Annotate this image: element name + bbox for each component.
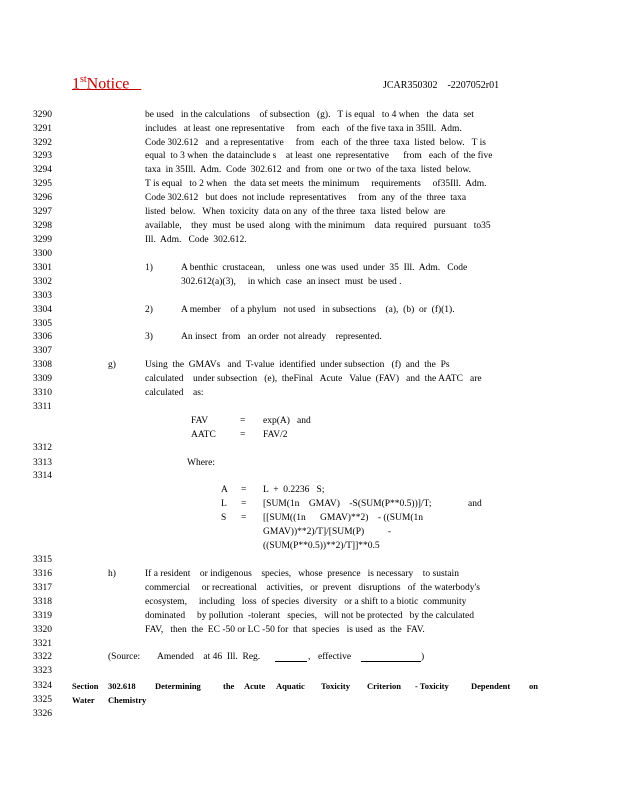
equation-lhs: FAV <box>191 416 209 426</box>
section-title-word: - Toxicity <box>415 681 449 691</box>
line-number: 3312 <box>33 443 52 453</box>
paragraph-label: g) <box>108 360 116 370</box>
text-line: equal to 3 when the datainclude s at least one representative from each of the five <box>145 151 493 161</box>
subitem-number: 3) <box>145 332 153 342</box>
text-line: T is equal to 2 when the data set meets the minimum requirements of35Ill. Adm. <box>145 179 487 189</box>
equation-continuation: ((SUM(P**0.5))**2)/T]]**0.5 <box>263 541 380 551</box>
section-title-word: on <box>529 681 538 691</box>
line-number: 3292 <box>33 138 52 148</box>
equation-rhs: L + 0.2236 S; <box>263 485 325 495</box>
section-title-word: Water <box>72 695 95 705</box>
line-number: 3295 <box>33 179 52 189</box>
line-number: 3323 <box>33 666 52 676</box>
text-line: calculated under subsection (e), theFinal Acute Value (FAV) and the AATC are <box>145 374 482 384</box>
line-number: 3301 <box>33 263 52 273</box>
line-number: 3326 <box>33 709 52 719</box>
line-number: 3322 <box>33 652 52 662</box>
equation-rhs: FAV/2 <box>263 430 288 440</box>
notice-heading <box>72 74 141 93</box>
text-line: A benthic crustacean, unless one was used under 35 Ill. Adm. Code <box>181 263 468 273</box>
line-number: 3290 <box>33 110 52 120</box>
register-blank[interactable] <box>275 652 307 662</box>
line-number: 3308 <box>33 360 52 370</box>
text-line: includes at least one representative from each of the five taxa in 35Ill. Adm. <box>145 124 462 134</box>
text-line: Ill. Adm. Code 302.612. <box>145 235 247 245</box>
line-number: 3293 <box>33 151 52 161</box>
equation-op: = <box>241 513 247 523</box>
section-number: 302.618 <box>108 681 136 691</box>
line-number: 3319 <box>33 611 52 621</box>
line-number: 3309 <box>33 374 52 384</box>
section-title-word: Chemistry <box>108 695 147 705</box>
line-number: 3302 <box>33 277 52 287</box>
line-number: 3304 <box>33 305 52 315</box>
effective-date-blank[interactable] <box>361 652 421 662</box>
text-line: calculated as: <box>145 388 204 398</box>
text-line: taxa in 35Ill. Adm. Code 302.612 and from one or two of the taxa listed below. <box>145 165 472 175</box>
subitem-number: 2) <box>145 305 153 315</box>
text-line: 302.612(a)(3), in which case an insect must be used . <box>181 277 402 287</box>
line-number: 3291 <box>33 124 52 134</box>
source-close: ) <box>421 652 425 662</box>
line-number: 3317 <box>33 583 52 593</box>
where-label: Where: <box>187 458 215 468</box>
line-number: 3324 <box>33 681 52 691</box>
jcar-code: JCAR350302 -2207052r01 <box>383 80 500 91</box>
equation-op: = <box>241 485 247 495</box>
equation-lhs: S <box>221 513 227 523</box>
line-number: 3313 <box>33 458 52 468</box>
equation-op: = <box>241 499 247 509</box>
equation-rhs: [SUM(1n GMAV) -S(SUM(P**0.5))]/T; <box>263 499 432 509</box>
line-number: 3321 <box>33 639 52 649</box>
equation-op: = <box>240 430 246 440</box>
equation-rhs: [[SUM((1n GMAV)**2) - ((SUM(1n <box>263 513 423 523</box>
source-effective: effective <box>318 652 352 662</box>
section-title-word: Determining <box>155 681 201 691</box>
section-title-word: Dependent <box>471 681 511 691</box>
notice-superscript: st <box>80 74 87 85</box>
text-line: FAV, then the EC -50 or LC -50 for that species is used as the FAV. <box>145 625 425 635</box>
text-line: A member of a phylum not used in subsections (a), (b) or (f)(1). <box>181 305 455 315</box>
equation-tail: and <box>468 499 482 509</box>
line-number: 3306 <box>33 332 52 342</box>
equation-lhs: AATC <box>191 430 216 440</box>
text-line: An insect from an order not already represented. <box>181 332 382 342</box>
line-number: 3310 <box>33 388 52 398</box>
source-open: (Source: <box>108 652 141 662</box>
text-line: If a resident or indigenous species, whose presence is necessary to sustain <box>145 569 459 579</box>
line-number: 3320 <box>33 625 52 635</box>
line-number: 3300 <box>33 249 52 259</box>
source-comma: , <box>308 652 311 662</box>
section-title-word: Criterion <box>367 681 401 691</box>
line-number: 3315 <box>33 555 52 565</box>
equation-lhs: L <box>221 499 227 509</box>
text-line: be used in the calculations of subsection (g). T is equal to 4 when the data set <box>145 110 474 120</box>
line-number: 3318 <box>33 597 52 607</box>
line-number: 3307 <box>33 346 52 356</box>
text-line: ecosystem, including loss of species diversity or a shift to a biotic community <box>145 597 467 607</box>
line-number: 3297 <box>33 207 52 217</box>
line-number: 3314 <box>33 471 52 481</box>
text-line: commercial or recreational activities, or prevent disruptions of the waterbody's <box>145 583 480 593</box>
line-number: 3325 <box>33 695 52 705</box>
section-title-word: Acute <box>244 681 266 691</box>
text-line: Using the GMAVs and T-value identified under subsection (f) and the Ps <box>145 360 450 370</box>
line-number: 3311 <box>33 402 52 412</box>
paragraph-label: h) <box>108 569 116 579</box>
section-title-word: Toxicity <box>321 681 350 691</box>
subitem-number: 1) <box>145 263 153 273</box>
text-line: dominated by pollution -tolerant species, will not be protected by the calculated <box>145 611 474 621</box>
notice-word: Notice <box>86 75 130 93</box>
section-title-word: the <box>223 681 235 691</box>
equation-op: = <box>240 416 246 426</box>
text-line: Code 302.612 but does not include representatives from any of the three taxa <box>145 193 467 203</box>
line-number: 3299 <box>33 235 52 245</box>
line-number: 3303 <box>33 291 52 301</box>
text-line: listed below. When toxicity data on any of the three taxa listed below are <box>145 207 446 217</box>
notice-number: 1 <box>72 75 80 93</box>
line-number: 3296 <box>33 193 52 203</box>
section-word: Section <box>72 681 99 691</box>
section-title-word: Aquatic <box>276 681 305 691</box>
equation-lhs: A <box>221 485 228 495</box>
equation-continuation: GMAV))**2)/T]/[SUM(P) - <box>263 527 392 537</box>
text-line: Code 302.612 and a representative from each of the three taxa listed below. T is <box>145 138 486 148</box>
line-number: 3316 <box>33 569 52 579</box>
equation-rhs: exp(A) and <box>263 416 311 426</box>
source-amended: Amended at 46 Ill. Reg. <box>157 652 261 662</box>
line-number: 3298 <box>33 221 52 231</box>
text-line: available, they must be used along with the minimum data required pursuant to35 <box>145 221 491 231</box>
line-number: 3294 <box>33 165 52 175</box>
line-number: 3305 <box>33 319 52 329</box>
